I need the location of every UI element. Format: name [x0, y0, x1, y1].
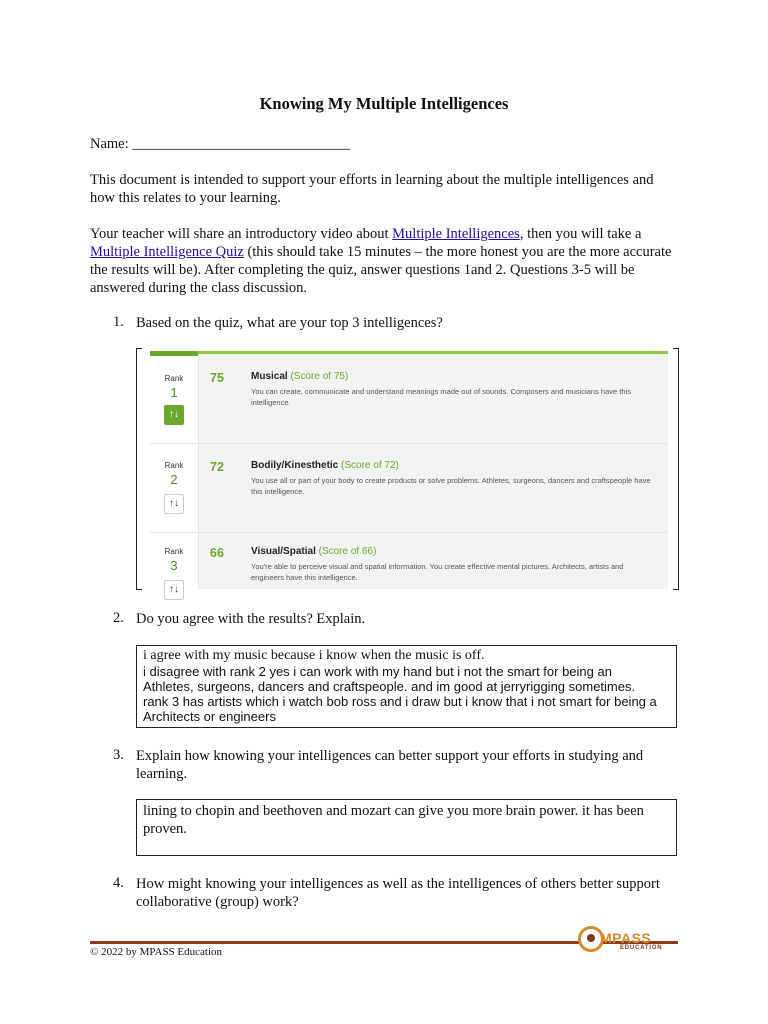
question-2-text: Do you agree with the results? Explain. — [136, 611, 366, 627]
intelligence-description: You use all or part of your body to create products or solve problems. Athletes, surgeons, dancers and craftspeople have this intelligence. — [251, 476, 651, 496]
rank-label: Rank — [164, 547, 184, 556]
answer-2-box[interactable] — [136, 645, 677, 728]
answer-2-line: i disagree with rank 2 yes i can work with my hand but i not the smart for being an — [143, 664, 612, 679]
name-line: Name: ______________________________ — [90, 136, 350, 152]
rank-number: 2 — [170, 472, 178, 487]
result-row — [150, 533, 668, 621]
question-4-number: 4. — [113, 875, 124, 891]
rank-label: Rank — [164, 374, 184, 383]
document-title: Knowing My Multiple Intelligences — [259, 94, 509, 113]
multiple-intelligences-link[interactable]: Multiple Intelligences — [392, 226, 520, 242]
score-value: 66 — [210, 546, 224, 560]
quiz-results-screenshot — [136, 348, 679, 595]
sort-arrows-icon[interactable]: ↑↓ — [164, 405, 184, 425]
results-panel — [150, 351, 668, 595]
intelligence-name: Bodily/Kinesthetic (Score of 72) — [251, 460, 399, 471]
question-3-number: 3. — [113, 747, 124, 763]
footer-copyright: © 2022 by MPASS Education — [90, 946, 223, 958]
right-bracket — [673, 348, 679, 590]
intro-paragraph: This document is intended to support your efforts in learning about the multiple intelligences and how this relates to your learning. — [90, 172, 654, 206]
score-value: 75 — [210, 371, 224, 385]
answer-3-box[interactable]: lining to chopin and beethoven and mozart can give you more brain power. it has been proven. — [136, 799, 677, 856]
intelligence-description: You're able to perceive visual and spatial information. You create effective mental pictures. Architects, artists and engineers have this intelligence. — [251, 562, 624, 582]
answer-2-line: Architects or engineers — [143, 709, 276, 724]
answer-2-line: Athletes, surgeons, dancers and craftspeople. and im good at jerryrigging sometimes. — [143, 679, 636, 694]
question-4-text: How might knowing your intelligences as well as the intelligences of others better support collaborative (group) work? — [136, 876, 660, 910]
result-row — [150, 444, 668, 533]
intelligence-description: You can create, communicate and understand meanings made out of sounds. Composers and musicians have this intelligence. — [251, 387, 631, 407]
result-row — [150, 355, 668, 444]
answer-2-line: rank 3 has artists which i watch bob ross and i draw but i know that i not smart for being a — [143, 694, 657, 709]
question-1-number: 1. — [113, 314, 124, 330]
mpass-logo: MPASS EDUCATION — [578, 925, 664, 957]
question-1-text: Based on the quiz, what are your top 3 intelligences? — [136, 315, 443, 331]
score-value: 72 — [210, 460, 224, 474]
rank-number: 3 — [170, 558, 178, 573]
sort-arrows-icon[interactable]: ↑↓ — [164, 494, 184, 514]
instructions-paragraph: Your teacher will share an introductory video about Multiple Intelligences, then you will take a Multiple Intelligence Quiz (this should take 15 minutes – the more honest you are the more accurate the results will be). After completing the quiz, answer questions 1and 2. Questions 3-5 will be answered during the class discussion. — [90, 226, 672, 296]
rank-number: 1 — [170, 385, 178, 400]
answer-2-line: i agree with my music because i know when the music is off. — [143, 648, 485, 663]
question-2-number: 2. — [113, 610, 124, 626]
intelligence-name: Visual/Spatial (Score of 66) — [251, 546, 377, 557]
left-bracket — [136, 348, 142, 590]
multiple-intelligence-quiz-link[interactable]: Multiple Intelligence Quiz — [90, 244, 244, 260]
rank-label: Rank — [164, 461, 184, 470]
sort-arrows-icon[interactable]: ↑↓ — [164, 580, 184, 600]
intelligence-name: Musical (Score of 75) — [251, 371, 349, 382]
question-3-text: Explain how knowing your intelligences can better support your efforts in studying and learning. — [136, 748, 644, 782]
